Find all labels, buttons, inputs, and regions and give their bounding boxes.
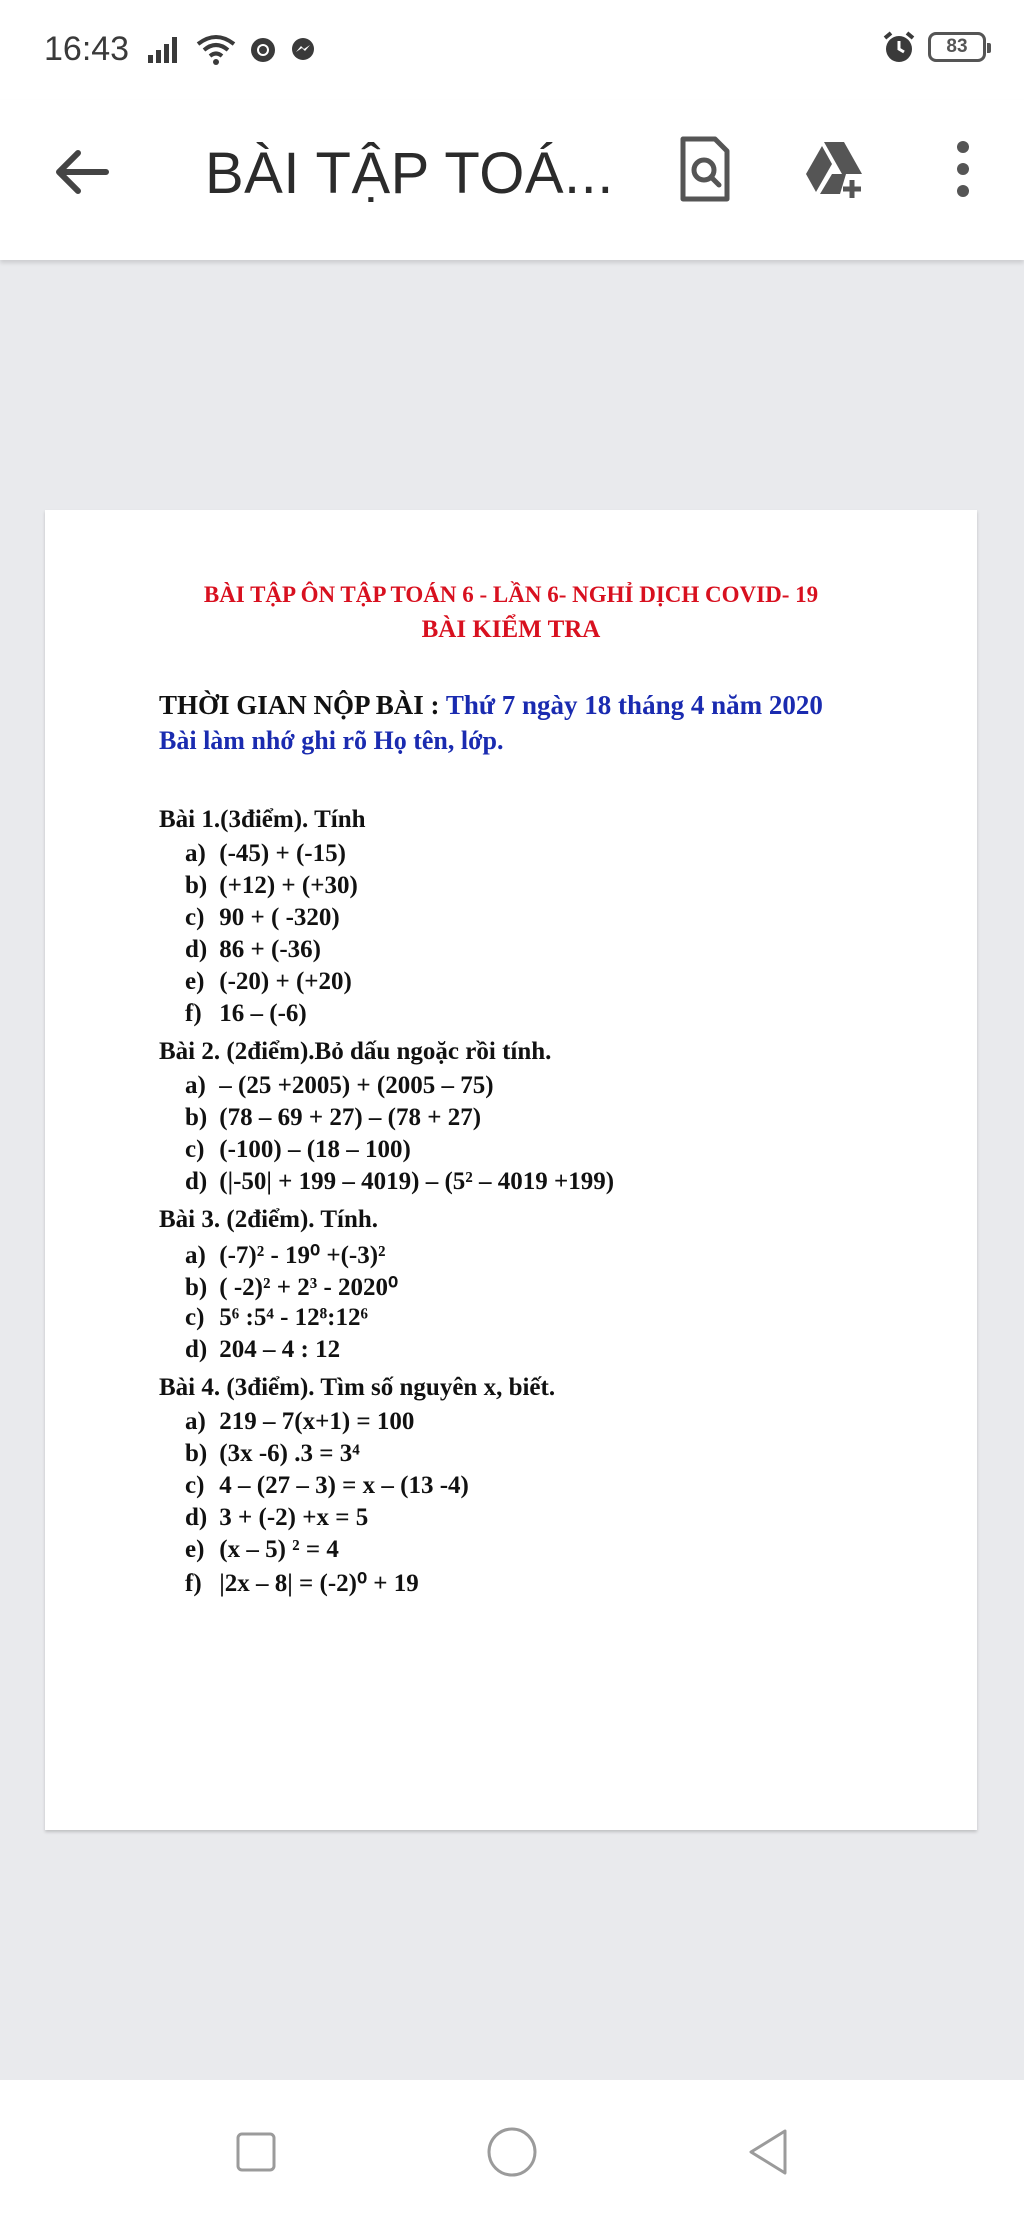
app-bar [0, 100, 1024, 260]
more-vert-icon [953, 139, 973, 199]
deadline-label: THỜI GIAN NỘP BÀI : [159, 690, 440, 720]
find-in-page-icon [677, 135, 733, 203]
list-item: f) 16 – (-6) [185, 1000, 307, 1027]
list-item: f) |2x – 8| = (-2)⁰ + 19 [185, 1570, 419, 1597]
drive-add-icon [802, 138, 872, 200]
doc-title-line2: BÀI KIỂM TRA [421, 616, 601, 643]
deadline [159, 690, 823, 721]
list-item: a) (-7)² - 19⁰ +(-3)² [185, 1242, 386, 1269]
back-nav-button[interactable] [738, 2122, 798, 2182]
list-item: c) 90 + ( -320) [185, 904, 340, 931]
exercise-3-title: Bài 3. (2điểm). Tính. [159, 1206, 379, 1233]
list-item: a) 219 – 7(x+1) = 100 [185, 1408, 415, 1435]
square-icon [234, 2130, 278, 2174]
list-item: b) (+12) + (+30) [185, 872, 358, 899]
wifi-icon [196, 34, 236, 66]
battery-indicator: 83 [928, 32, 986, 62]
list-item: d) 3 + (-2) +x = 5 [185, 1504, 369, 1531]
chrome-icon [250, 37, 276, 63]
list-item: e) (x – 5) ² = 4 [185, 1536, 339, 1563]
exercise-4-title: Bài 4. (3điểm). Tìm số nguyên x, biết. [159, 1374, 556, 1401]
recents-button[interactable] [226, 2122, 286, 2182]
list-item: c) (-100) – (18 – 100) [185, 1136, 411, 1163]
list-item: b) (3x -6) .3 = 3⁴ [185, 1440, 360, 1467]
messenger-icon [290, 37, 316, 63]
circle-icon [485, 2125, 539, 2179]
back-button[interactable] [46, 136, 118, 208]
doc-title-line1: BÀI TẬP ÔN TẬP TOÁN 6 - LẦN 6- NGHỈ DỊCH COVID- 19 [203, 582, 819, 607]
list-item: c) 4 – (27 – 3) = x – (13 -4) [185, 1472, 469, 1499]
list-item: a) – (25 +2005) + (2005 – 75) [185, 1072, 494, 1099]
exercise-2-title: Bài 2. (2điểm).Bỏ dấu ngoặc rồi tính. [159, 1038, 552, 1065]
add-to-drive-button[interactable] [792, 124, 882, 214]
document-page [45, 510, 977, 1830]
search-in-document-button[interactable] [660, 124, 750, 214]
document-title: BÀI TẬP TOÁ... [205, 141, 614, 206]
navigation-bar [0, 2080, 1024, 2217]
list-item: d) (|-50| + 199 – 4019) – (5² – 4019 +199) [185, 1168, 615, 1195]
arrow-back-icon [46, 136, 118, 208]
list-item: c) 5⁶ :5⁴ - 12⁸:12⁶ [185, 1304, 368, 1331]
signal-icon [148, 37, 182, 63]
note: Bài làm nhớ ghi rõ Họ tên, lớp. [159, 726, 504, 755]
status-icons [148, 30, 316, 70]
list-item: b) (78 – 69 + 27) – (78 + 27) [185, 1104, 482, 1131]
home-button[interactable] [482, 2122, 542, 2182]
list-item: a) (-45) + (-15) [185, 840, 346, 867]
deadline-value: Thứ 7 ngày 18 tháng 4 năm 2020 [445, 690, 823, 720]
status-bar [0, 0, 1024, 100]
list-item: b) ( -2)² + 2³ - 2020⁰ [185, 1274, 399, 1301]
exercise-1-title: Bài 1.(3điểm). Tính [159, 806, 366, 833]
more-options-button[interactable] [918, 124, 1008, 214]
list-item: d) 86 + (-36) [185, 936, 321, 963]
list-item: e) (-20) + (+20) [185, 968, 352, 995]
status-right [882, 30, 986, 64]
status-time: 16:43 [44, 30, 130, 68]
list-item: d) 204 – 4 : 12 [185, 1336, 341, 1363]
triangle-back-icon [745, 2127, 791, 2177]
alarm-icon [882, 30, 916, 64]
